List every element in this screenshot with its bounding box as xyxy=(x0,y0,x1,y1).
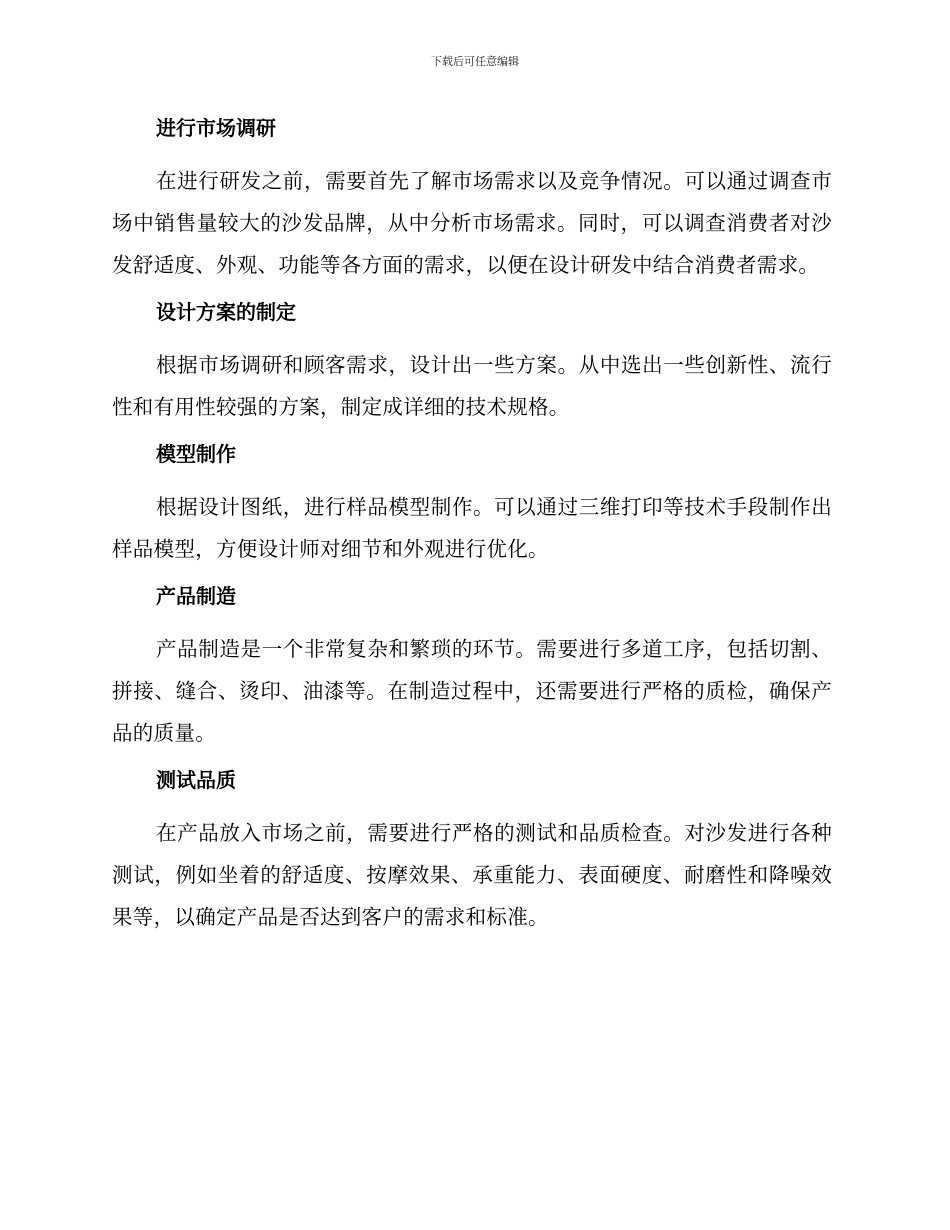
section-model-making xyxy=(112,440,832,570)
section-design-plan xyxy=(112,298,832,428)
section-heading: 测试品质 xyxy=(156,768,236,792)
section-paragraph: 在进行研发之前，需要首先了解市场需求以及竞争情况。可以通过调查市场中销售量较大的沙发品牌，从中分析市场需求。同时，可以调查消费者对沙发舒适度、外观、功能等各方面的需求，以便在设计研发中结合消费者需求。 xyxy=(112,169,832,277)
section-heading: 产品制造 xyxy=(156,584,236,608)
section-paragraph: 产品制造是一个非常复杂和繁琐的环节。需要进行多道工序，包括切割、拼接、缝合、烫印、油漆等。在制造过程中，还需要进行严格的质检，确保产品的质量。 xyxy=(112,637,832,745)
section-market-research xyxy=(112,114,832,286)
section-quality-testing xyxy=(112,766,832,938)
section-paragraph: 根据设计图纸，进行样品模型制作。可以通过三维打印等技术手段制作出样品模型，方便设计师对细节和外观进行优化。 xyxy=(112,495,832,561)
section-heading: 进行市场调研 xyxy=(156,116,276,140)
section-paragraph: 根据市场调研和顾客需求，设计出一些方案。从中选出一些创新性、流行性和有用性较强的方案，制定成详细的技术规格。 xyxy=(112,353,832,419)
section-paragraph: 在产品放入市场之前，需要进行严格的测试和品质检查。对沙发进行各种测试，例如坐着的舒适度、按摩效果、承重能力、表面硬度、耐磨性和降噪效果等，以确定产品是否达到客户的需求和标准。 xyxy=(112,821,832,929)
page-header: 下载后可任意编辑 xyxy=(431,55,519,68)
section-heading: 模型制作 xyxy=(156,442,236,466)
document-body xyxy=(112,114,832,950)
section-manufacturing xyxy=(112,582,832,754)
section-heading: 设计方案的制定 xyxy=(156,300,296,324)
